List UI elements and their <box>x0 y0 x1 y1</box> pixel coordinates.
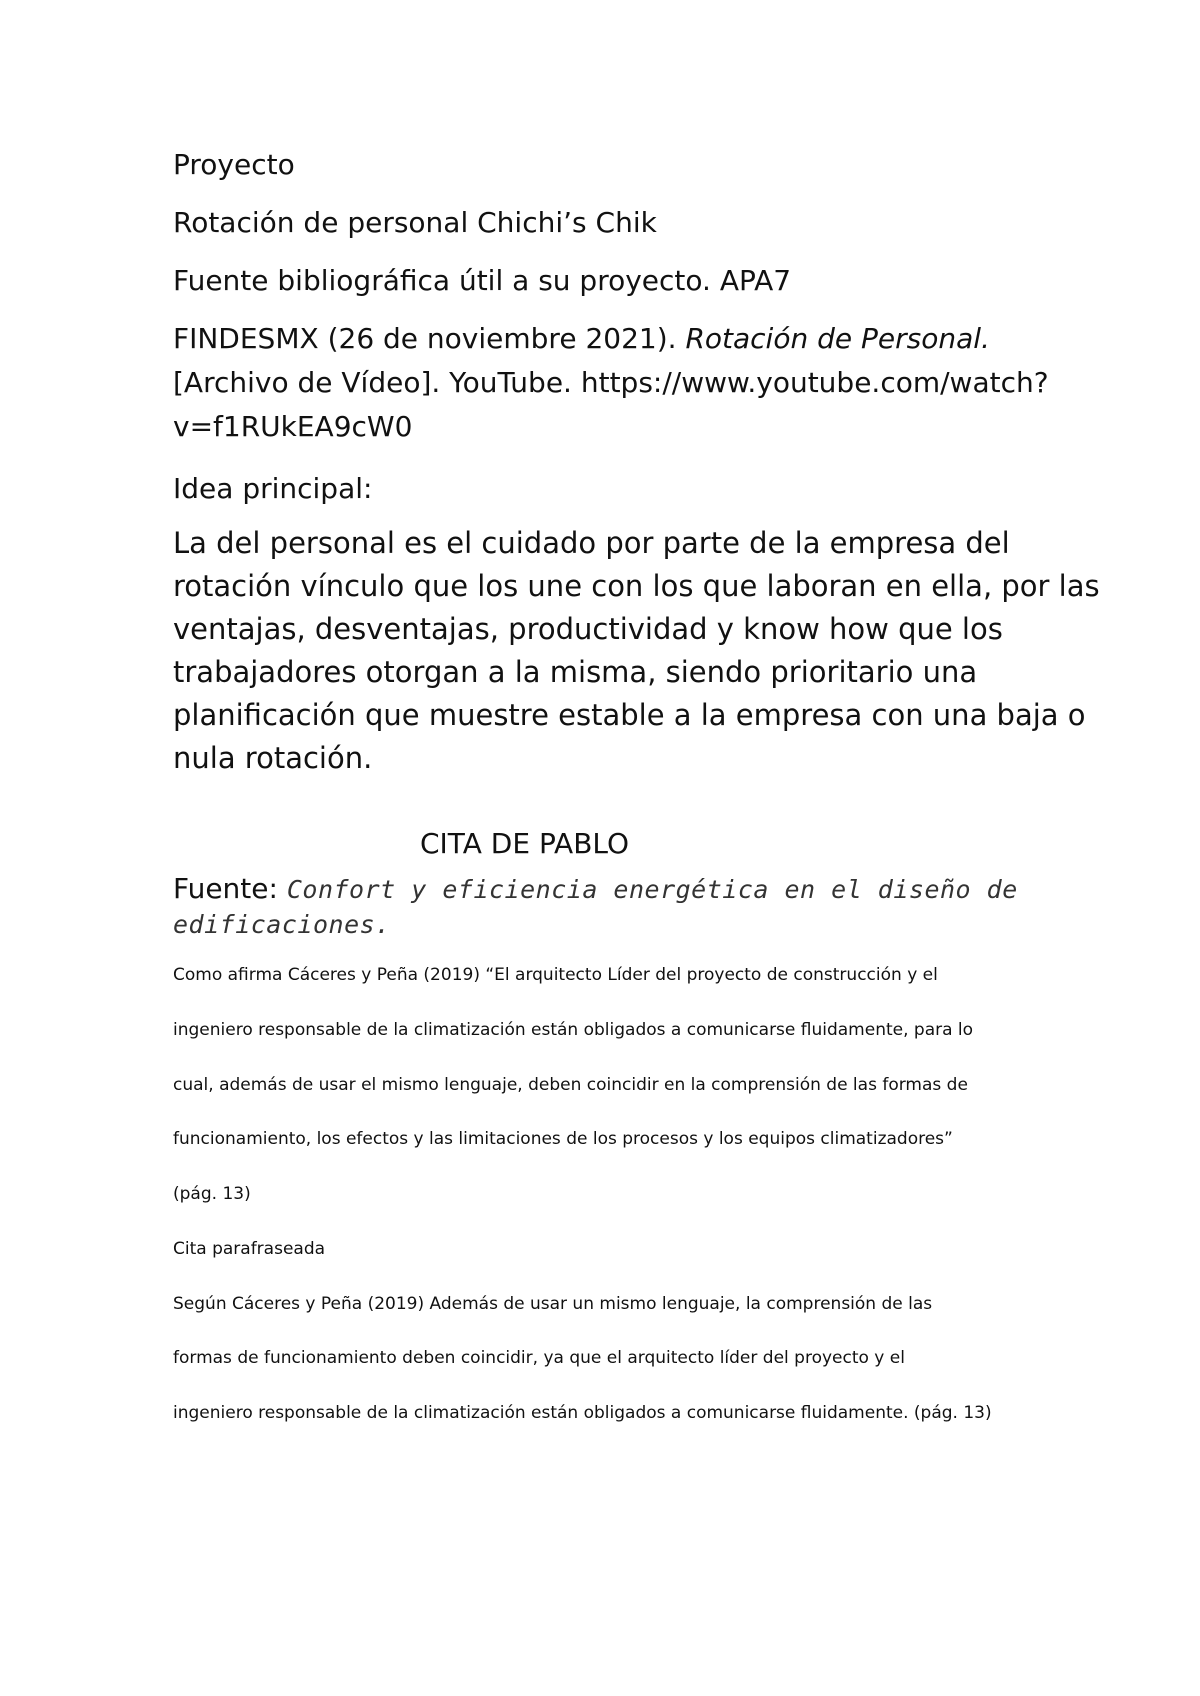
source-line-2 <box>173 910 391 939</box>
paraphrase-line: ingeniero responsable de la climatización están obligados a comunicarse fluidamente. (pág. 13) <box>173 1403 992 1423</box>
idea-label: Idea principal: <box>173 472 373 505</box>
quote-line: (pág. 13) <box>173 1184 251 1204</box>
idea-line: rotación vínculo que los une con los que laboran en ella, por las <box>173 569 1100 603</box>
reference-line-3: v=f1RUkEA9cW0 <box>173 410 413 443</box>
quote-line: cual, además de usar el mismo lenguaje, deben coincidir en la comprensión de las formas de <box>173 1075 968 1095</box>
cita-title: CITA DE PABLO <box>420 827 630 860</box>
quote-line: ingeniero responsable de la climatización están obligados a comunicarse fluidamente, para lo <box>173 1020 974 1040</box>
idea-line: planificación que muestre estable a la empresa con una baja o <box>173 698 1086 732</box>
quote-line: funcionamiento, los efectos y las limitaciones de los procesos y los equipos climatizadores” <box>173 1129 953 1149</box>
reference-prefix: FINDESMX (26 de noviembre 2021). <box>173 322 686 355</box>
reference-line-2: [Archivo de Vídeo]. YouTube. https://www.youtube.com/watch? <box>173 366 1049 399</box>
idea-line: nula rotación. <box>173 741 373 775</box>
paraphrase-line: Según Cáceres y Peña (2019) Además de usar un mismo lenguaje, la comprensión de las <box>173 1294 933 1314</box>
idea-line: ventajas, desventajas, productividad y know how que los <box>173 612 1003 646</box>
idea-line: trabajadores otorgan a la misma, siendo prioritario una <box>173 655 978 689</box>
reference-title: Rotación de Personal. <box>685 322 990 355</box>
heading-bibliographic-source: Fuente bibliográfica útil a su proyecto. APA7 <box>173 264 792 297</box>
paraphrase-label: Cita parafraseada <box>173 1239 326 1259</box>
heading-project-title: Rotación de personal Chichi’s Chik <box>173 206 657 239</box>
paraphrase-line: formas de funcionamiento deben coincidir, ya que el arquitecto líder del proyecto y el <box>173 1348 905 1368</box>
reference-line-1 <box>173 322 990 355</box>
idea-line: La del personal es el cuidado por parte de la empresa del <box>173 526 1010 560</box>
source-title-cont: edificaciones. <box>173 910 391 939</box>
source-title: Confort y eficiencia energética en el diseño de <box>286 875 1018 904</box>
source-line-1 <box>173 872 1018 905</box>
quote-line: Como afirma Cáceres y Peña (2019) “El arquitecto Líder del proyecto de construcción y el <box>173 965 938 985</box>
heading-proyecto: Proyecto <box>173 148 295 181</box>
source-label: Fuente: <box>173 872 287 905</box>
